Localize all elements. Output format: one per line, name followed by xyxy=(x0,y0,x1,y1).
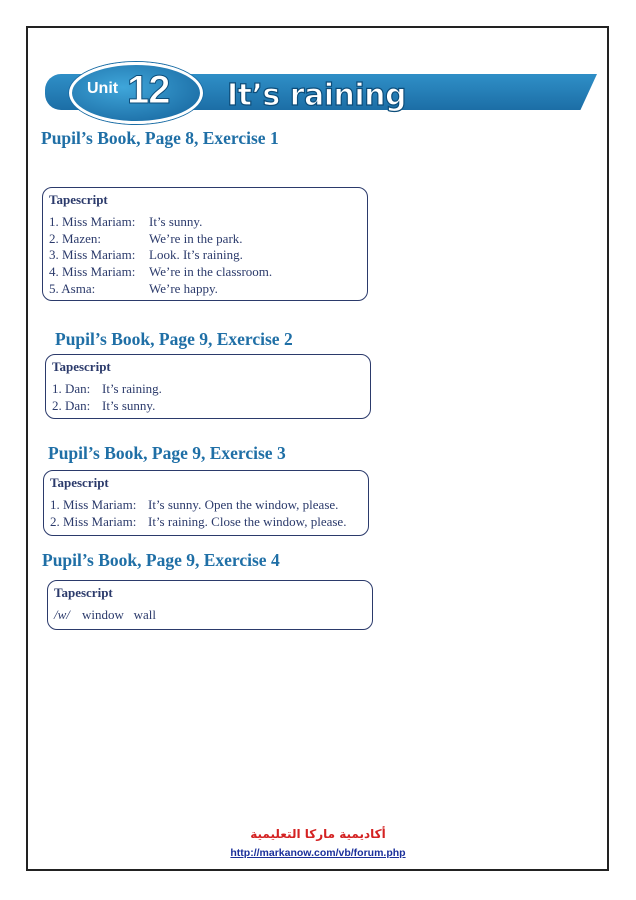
line-text: We’re in the classroom. xyxy=(149,264,273,280)
tapescript-line xyxy=(49,214,361,231)
tapescript-line xyxy=(49,247,361,264)
exercise-2-tapescript-box xyxy=(45,354,371,419)
line-text: It’s sunny. xyxy=(102,397,156,413)
tapescript-line xyxy=(50,497,362,514)
exercise-4-tapescript-box xyxy=(47,580,373,630)
unit-number: 12 xyxy=(127,68,170,112)
unit-label: Unit xyxy=(87,80,119,97)
line-text: It’s raining. xyxy=(102,381,162,396)
line-text: Look. It’s raining. xyxy=(149,247,243,263)
speaker: 2. Dan: xyxy=(52,397,91,413)
phoneme: /w/ xyxy=(54,607,70,622)
tapescript-title: Tapescript xyxy=(52,359,111,374)
tapescript-title: Tapescript xyxy=(50,475,109,490)
line-text: window wall xyxy=(82,607,157,622)
footer-link[interactable]: http://markanow.com/vb/forum.php xyxy=(230,847,406,859)
line-text: It’s raining. Close the window, please. xyxy=(148,513,347,529)
speaker: 1. Dan: xyxy=(52,381,91,396)
exercise-2-heading: Pupil’s Book, Page 9, Exercise 2 xyxy=(55,329,293,349)
speaker: 5. Asma: xyxy=(49,280,96,296)
tapescript-line xyxy=(52,398,364,415)
unit-banner xyxy=(45,66,601,118)
exercise-1-heading: Pupil’s Book, Page 8, Exercise 1 xyxy=(41,128,279,148)
exercise-3-heading: Pupil’s Book, Page 9, Exercise 3 xyxy=(48,443,286,463)
tapescript-line xyxy=(49,264,361,281)
tapescript-line xyxy=(49,281,361,298)
tapescript-title: Tapescript xyxy=(49,192,108,207)
speaker: 1. Miss Mariam: xyxy=(49,214,136,229)
tapescript-line xyxy=(49,231,361,248)
speaker: 4. Miss Mariam: xyxy=(49,264,136,280)
footer-academy-name: أكاديمية ماركا التعليمية xyxy=(250,827,386,841)
speaker: 3. Miss Mariam: xyxy=(49,247,136,263)
line-text: We’re in the park. xyxy=(149,230,243,246)
tapescript-title: Tapescript xyxy=(54,585,113,600)
line-text: It’s sunny. xyxy=(149,214,203,229)
tapescript-line xyxy=(52,381,364,398)
line-text: It’s sunny. Open the window, please. xyxy=(148,497,339,512)
unit-title: It’s raining xyxy=(227,78,406,113)
speaker: 2. Mazen: xyxy=(49,230,101,246)
speaker: 1. Miss Mariam: xyxy=(50,497,137,512)
line-text: We’re happy. xyxy=(149,280,218,296)
tapescript-line xyxy=(50,514,362,531)
exercise-1-tapescript-box xyxy=(42,187,368,301)
speaker: 2. Miss Mariam: xyxy=(50,513,137,529)
exercise-4-heading: Pupil’s Book, Page 9, Exercise 4 xyxy=(42,550,280,570)
tapescript-line xyxy=(54,607,366,624)
exercise-3-tapescript-box xyxy=(43,470,369,536)
